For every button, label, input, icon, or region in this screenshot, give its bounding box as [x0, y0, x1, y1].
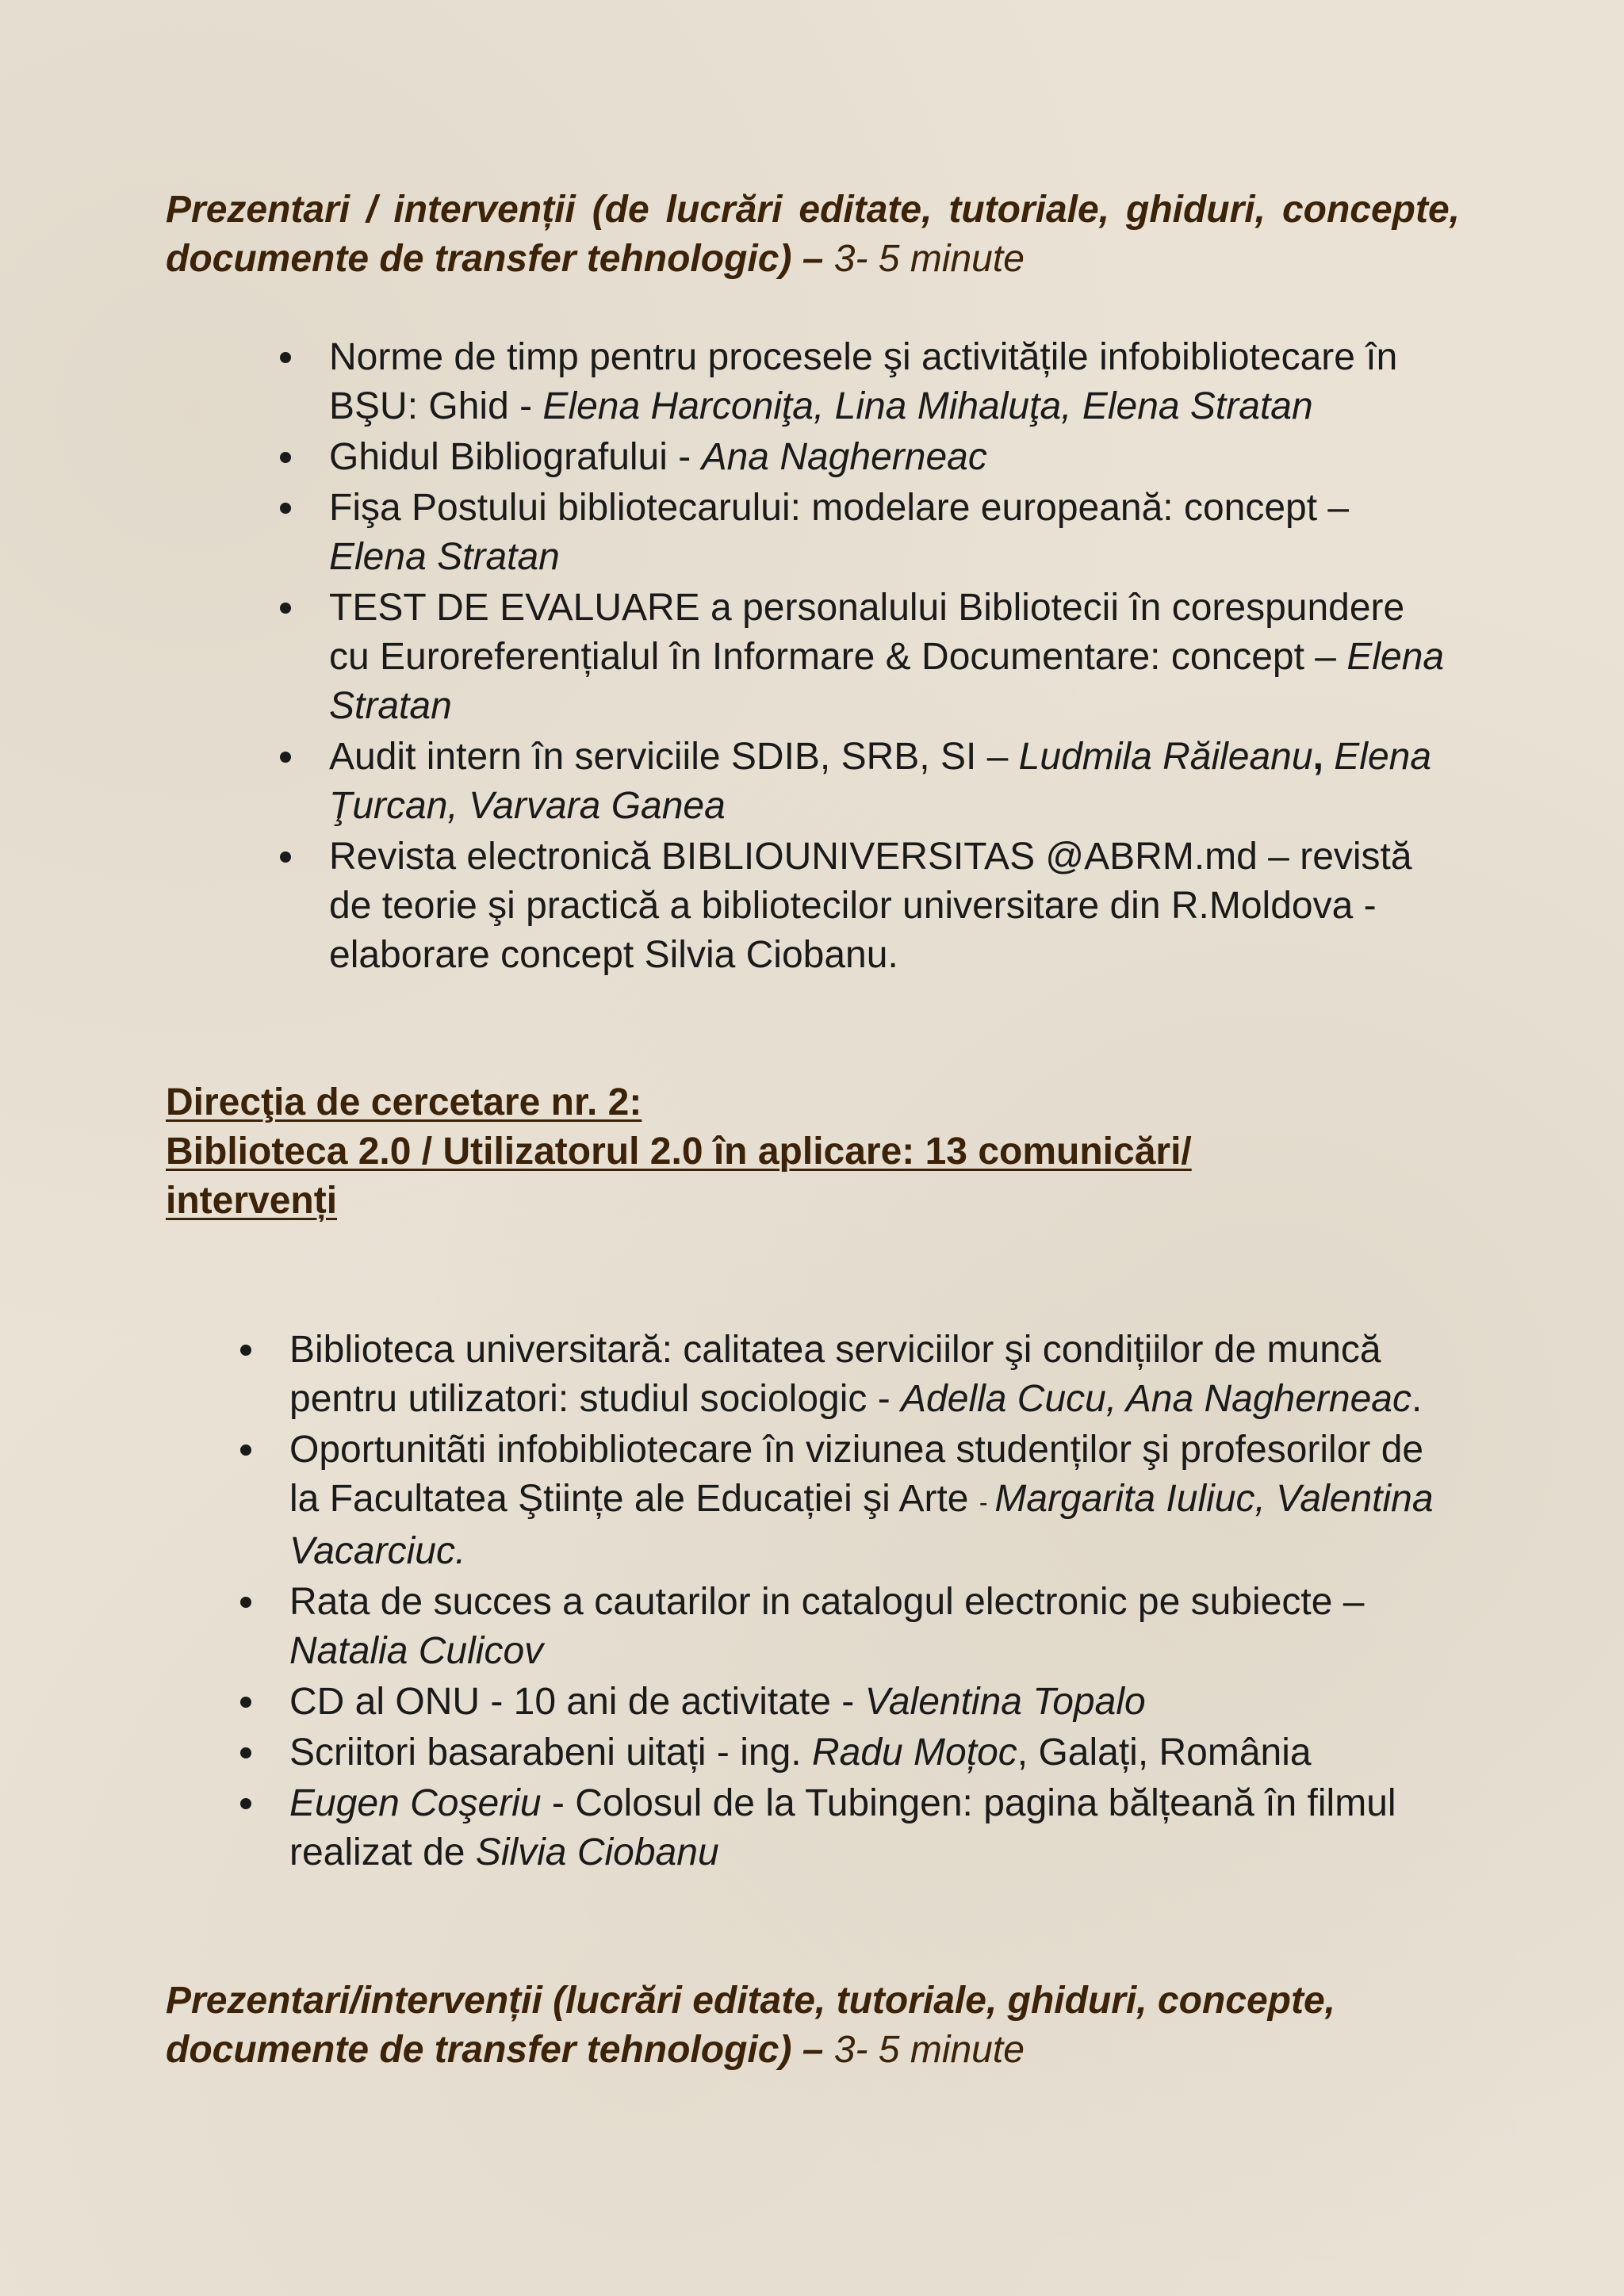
bullet-icon	[280, 752, 291, 763]
item-authors: Ludmila Răileanu	[1018, 736, 1313, 778]
presentations-list-1	[329, 333, 1455, 982]
item-lead-name: Eugen Coşeriu	[289, 1782, 542, 1824]
bullet-icon	[280, 603, 291, 614]
heading-2-duration: 3- 5 minute	[823, 2029, 1025, 2071]
item-authors: Elena Stratan	[329, 536, 560, 578]
presentations-heading-1	[166, 186, 1460, 284]
section-title-line: intervenți	[166, 1180, 338, 1222]
list-item: Rata de succes a cautarilor in catalogul electronic pe subiecte – Natalia Culicov	[289, 1578, 1463, 1676]
heading-2-text: Prezentari/intervenții (lucrări editate, tutoriale, ghiduri, concepte, documente de transfer tehnologic) –	[166, 1980, 1335, 2071]
list-item: Norme de timp pentru procesele şi activitățile infobibliotecare în BŞU: Ghid - Elena Harconiţa, Lina Mihaluţa, Elena Stratan	[329, 333, 1455, 431]
heading-1-text: Prezentari / intervenții (de lucrări editate, tutoriale, ghiduri, concepte, documente de transfer tehnologic) –	[166, 189, 1460, 280]
bullet-icon	[280, 452, 291, 463]
list-item: TEST DE EVALUARE a personalului Bibliotecii în corespundere cu Euroreferențialul în Informare & Documentare: concept – Elena Stratan	[329, 584, 1455, 731]
bullet-icon	[280, 503, 291, 514]
item-authors: Natalia Culicov	[289, 1630, 544, 1672]
list-item: Fişa Postului bibliotecarului: modelare europeană: concept – Elena Stratan	[329, 484, 1455, 582]
bullet-icon	[240, 1345, 251, 1356]
bullet-icon	[240, 1798, 251, 1809]
communications-list-2	[289, 1326, 1463, 1879]
bullet-icon	[240, 1597, 251, 1608]
list-item: Ghidul Bibliografului - Ana Nagherneac	[329, 433, 1455, 482]
section-title-line: Direcţia de cercetare nr. 2:	[166, 1081, 642, 1123]
list-item: Eugen Coşeriu - Colosul de la Tubingen: pagina bălțeană în filmul realizat de Silvia Ciobanu	[289, 1779, 1463, 1877]
item-authors: Valentina Topalo	[864, 1681, 1146, 1723]
bullet-icon	[240, 1747, 251, 1758]
bullet-icon	[280, 352, 291, 363]
bullet-icon	[240, 1445, 251, 1456]
research-direction-2-title	[166, 1078, 1460, 1226]
list-item: Scriitori basarabeni uitați - ing. Radu Moțoc, Galați, România	[289, 1728, 1463, 1777]
list-item: Biblioteca universitară: calitatea serviciilor şi condițiilor de muncă pentru utilizatori: studiul sociologic - Adella Cucu, Ana Nagherneac.	[289, 1326, 1463, 1424]
list-item: CD al ONU - 10 ani de activitate - Valentina Topalo	[289, 1678, 1463, 1727]
item-authors: Margarita Iuliuc, Valentina Vacarciuc.	[289, 1478, 1434, 1572]
item-authors: Adella Cucu, Ana Nagherneac	[901, 1378, 1411, 1420]
item-authors: Ana Nagherneac	[701, 436, 987, 478]
item-authors: Elena Harconiţa, Lina Mihaluţa, Elena Stratan	[542, 385, 1313, 427]
item-authors: Elena Stratan	[329, 636, 1445, 727]
item-authors: Radu Moțoc	[811, 1732, 1017, 1774]
bullet-icon	[240, 1697, 251, 1708]
item-authors: Elena Ţurcan, Varvara Ganea	[329, 736, 1432, 827]
bullet-icon	[280, 851, 291, 863]
heading-1-duration: 3- 5 minute	[823, 238, 1025, 280]
section-title-line: Biblioteca 2.0 / Utilizatorul 2.0 în aplicare: 13 comunicări/	[166, 1131, 1192, 1173]
list-item: Audit intern în serviciile SDIB, SRB, SI – Ludmila Răileanu, Elena Ţurcan, Varvara Ganea	[329, 733, 1455, 831]
list-item: Revista electronică BIBLIOUNIVERSITAS @ABRM.md – revistă de teorie şi practică a bibliotecilor universitare din R.Moldova - elaborare concept Silvia Ciobanu.	[329, 832, 1455, 980]
item-authors: Silvia Ciobanu	[475, 1831, 719, 1873]
presentations-heading-2	[166, 1976, 1460, 2075]
item-comma: ,	[1312, 736, 1323, 778]
list-item: Oportunitãti infobibliotecare în viziunea studenților şi profesorilor de la Facultatea Ştiințe ale Educației şi Arte - Margarita Iuliuc, Valentina Vacarciuc.	[289, 1425, 1463, 1576]
